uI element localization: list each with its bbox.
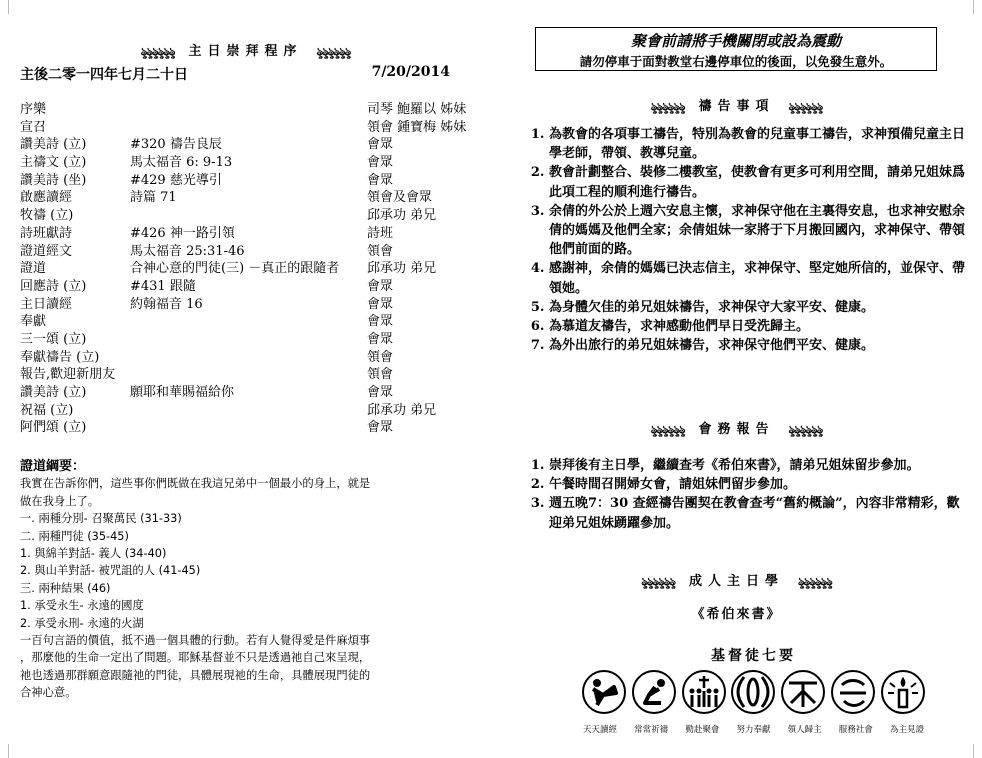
program-item: 三一頌 (立) [20, 331, 87, 347]
list-item: 2. 午餐時間召開婦女會，請姐妹們留步參加。 [549, 475, 969, 494]
seven-caption: 為主見證 [889, 725, 924, 735]
ornament-right: ৡৡৡৡৡৡ [788, 100, 823, 113]
program-content: 詩篇 71 [130, 190, 177, 206]
ornament-left: ৡৡৡৡৡৡ [650, 423, 685, 436]
notice-box [535, 27, 937, 71]
program-content: #431 跟隨 [130, 278, 196, 294]
outline-line: 我實在告訴你們，這些事你們既做在我這兄弟中一個最小的身上，就是 [20, 477, 371, 491]
program-leader: 會眾 [367, 278, 394, 294]
program-content: 合神心意的門徒(三) －真正的跟隨者 [130, 261, 340, 277]
offering-icon [730, 669, 776, 715]
program-leader: 司琴 鮑羅以 姊妹 [367, 102, 467, 117]
sermon-outline [20, 458, 460, 702]
outline-line: 三. 兩种結果 (46) [20, 581, 111, 595]
program-row [20, 416, 475, 434]
service-icon [830, 669, 876, 715]
right-page [491, 0, 982, 758]
program-content: 馬太福音 6: 9-13 [130, 155, 233, 171]
program-row [20, 98, 475, 116]
date-numeric: 7/20/2014 [371, 64, 450, 80]
program-content: #426 神一路引領 [130, 225, 235, 241]
program-leader: 邱承功 弟兄 [367, 208, 437, 224]
program-leader: 會眾 [367, 420, 394, 436]
program-row [20, 204, 475, 222]
notice-title: 聚會前請將手機關閉或設為震動 [630, 32, 841, 50]
ornament-left: ৡৡৡৡৡৡ [650, 100, 685, 113]
program-item: 證道 [20, 261, 47, 277]
list-item: 3. 余倩的外公於上週六安息主懷，求神保守他在主裏得安息，也求神安慰余倩的媽媽及他們全家；余倩姐妹一家將于下月搬回國內，求神保守、帶領他們前面的路。 [549, 202, 969, 260]
program-leader: 會眾 [367, 314, 394, 330]
ornament-right: ৡৡৡৡৡৡ [788, 423, 823, 436]
ornament-left: ৡৡৡৡৡৡ [140, 45, 175, 58]
affairs-heading [491, 418, 982, 440]
crop-mark [973, 744, 974, 758]
outline-line: 合神心意。 [20, 686, 77, 700]
program-item: 祝福 (立) [20, 402, 74, 418]
program-row [20, 275, 475, 293]
outline-line: 一. 兩種分別- 召聚萬民 (31-33) [20, 512, 182, 526]
program-item: 奉獻禱告 (立) [20, 349, 100, 365]
program-leader: 領會 [367, 349, 394, 365]
program-leader: 邱承功 弟兄 [367, 261, 437, 277]
program-leader: 領會 鍾寶梅 姊妹 [367, 119, 467, 135]
program-item: 主禱文 (立) [20, 155, 87, 171]
program-row [20, 399, 475, 417]
program-item: 阿們頌 (立) [20, 420, 87, 436]
outline-line: 做在我身上了。 [20, 494, 100, 508]
program-item: 證道經文 [20, 243, 73, 259]
program-leader: 會眾 [367, 385, 394, 400]
program-item: 回應詩 (立) [20, 278, 87, 294]
worship-order-heading [0, 40, 491, 62]
outline-line: 1. 與綿羊對話- 義人 (34-40) [20, 547, 167, 561]
outline-line: ，那麼他的生命一定出了問題。耶穌基督並不只是透過祂自己來呈現， [20, 651, 371, 665]
prayer-list [527, 125, 969, 355]
program-item: 讚美詩 (坐) [20, 172, 87, 188]
program-leader: 邱承功 弟兄 [367, 402, 437, 418]
reading-bible-icon [581, 669, 627, 715]
program-item: 牧禱 (立) [20, 208, 74, 224]
program-row [20, 169, 475, 187]
list-item: 6. 為慕道友禱告，求神感動他們早日受洗歸主。 [549, 317, 969, 336]
program-content: #320 禱告良辰 [130, 137, 222, 153]
program-item: 讚美詩 (立) [20, 137, 87, 153]
program-row [20, 381, 475, 399]
school-book: 《希伯來書》 [691, 607, 782, 622]
program-leader: 領會及會眾 [367, 190, 433, 206]
program-item: 奉獻 [20, 314, 47, 330]
list-item: 1. 崇拜後有主日學，繼續查考《希伯來書》，請弟兄姐妹留步參加。 [549, 456, 969, 475]
seven-caption: 領人歸主 [787, 725, 822, 735]
list-item: 2. 教會計劃整合、裝修二樓教室，使教會有更多可利用空間，請弟兄姐妹爲此項工程的順利進行禱告。 [549, 163, 969, 201]
seven-caption: 常常祈禱 [634, 725, 669, 735]
program-row [20, 116, 475, 134]
witness-candle-icon [880, 669, 926, 715]
ornament-left: ৡৡৡৡৡৡ [641, 575, 675, 588]
worship-program [20, 98, 475, 434]
affairs-heading-title: 會務報告 [698, 422, 775, 437]
program-row [20, 310, 475, 328]
program-item: 詩班獻詩 [20, 225, 73, 241]
affairs-list [527, 456, 969, 533]
program-row [20, 240, 475, 258]
program-leader: 會眾 [367, 331, 394, 347]
gathering-icon [681, 669, 727, 715]
seven-caption: 勤赴聚會 [685, 725, 720, 735]
program-row [20, 186, 475, 204]
outline-line: 一百句言語的價值，抵不過一個具體的行動。若有人覺得愛是件麻煩事 [20, 634, 371, 648]
seven-essentials [581, 645, 926, 735]
program-leader: 會眾 [367, 155, 394, 171]
list-item: 3. 週五晚7：30 查經禱告團契在教會查考“舊約概論”，內容非常精彩，歡迎弟兄姐妹踴躍參加。 [549, 494, 969, 532]
program-item: 序樂 [20, 102, 47, 117]
ornament-right: ৡৡৡৡৡৡ [798, 575, 832, 588]
program-item: 讚美詩 (立) [20, 385, 87, 400]
outline-line: 1. 承受永生- 永遠的國度 [20, 599, 144, 613]
program-leader: 會眾 [367, 137, 394, 153]
outline-line: 二. 兩種門徒 (35-45) [20, 529, 129, 543]
seven-icons [581, 669, 926, 715]
prayer-heading [491, 95, 982, 117]
notice-text: 請勿停車于面對教堂右邊停車位的後面，以免發生意外。 [579, 54, 893, 69]
list-item: 5. 為身體欠佳的弟兄姐妹禱告，求神保守大家平安、健康。 [549, 298, 969, 317]
outline-line: 2. 與山羊對話- 被咒詛的人 (41-45) [20, 564, 201, 578]
program-leader: 會眾 [367, 172, 394, 188]
program-item: 主日讀經 [20, 296, 73, 312]
program-leader: 會眾 [367, 296, 394, 312]
school-heading [491, 570, 982, 592]
program-item: 報告,歡迎新朋友 [20, 367, 116, 383]
outline-line: 2. 承受永刑- 永遠的火湖 [20, 616, 144, 630]
outline-title: 證道綱要： [20, 459, 86, 474]
program-row [20, 257, 475, 275]
outline-line: 祂也透過那群願意跟隨祂的門徒，具體展現祂的生命，具體展現門徒的 [20, 668, 371, 682]
crop-mark [8, 744, 9, 758]
program-item: 宣召 [20, 119, 47, 135]
outline-body [20, 475, 460, 701]
list-item: 4. 感謝神，余倩的媽媽已決志信主，求神保守、堅定她所信的，並保守、帶領她。 [549, 259, 969, 297]
program-row [20, 293, 475, 311]
crop-mark [973, 0, 974, 14]
date-line [20, 64, 450, 84]
ornament-right: ৡৡৡৡৡৡ [316, 45, 351, 58]
seven-caption: 服務社會 [838, 725, 873, 735]
program-leader: 領會 [367, 367, 394, 383]
seven-caption: 努力奉獻 [736, 725, 771, 735]
seven-title: 基督徒七要 [711, 648, 796, 664]
evangelism-icon [780, 669, 826, 715]
program-row [20, 133, 475, 151]
seven-captions [581, 723, 926, 735]
school-heading-title: 成人主日學 [688, 574, 784, 589]
seven-caption: 天天讀經 [583, 725, 618, 735]
program-leader: 詩班 [367, 225, 394, 241]
program-row [20, 363, 475, 381]
worship-order-title: 主日崇拜程序 [188, 44, 303, 59]
program-content: 願耶和華賜福給你 [130, 385, 235, 400]
program-content: 馬太福音 25:31-46 [130, 243, 245, 259]
program-item: 啟應讀經 [20, 190, 73, 206]
praying-icon [631, 669, 677, 715]
list-item: 1. 為教會的各項事工禱告，特別為教會的兒童事工禱告，求神預備兒童主日學老師，帶領、教導兒童。 [549, 125, 969, 163]
program-leader: 領會 [367, 243, 394, 259]
program-content: #429 慈光導引 [130, 172, 222, 188]
program-row [20, 328, 475, 346]
program-row [20, 346, 475, 364]
program-content: 約翰福音 16 [130, 296, 203, 312]
program-row [20, 222, 475, 240]
prayer-heading-title: 禱告事項 [698, 99, 775, 114]
crop-mark [8, 0, 9, 14]
program-row [20, 151, 475, 169]
date-chinese: 主後二零一四年七月二十日 [20, 67, 188, 83]
list-item: 7. 為外出旅行的弟兄姐妹禱告，求神保守他們平安、健康。 [549, 336, 969, 355]
